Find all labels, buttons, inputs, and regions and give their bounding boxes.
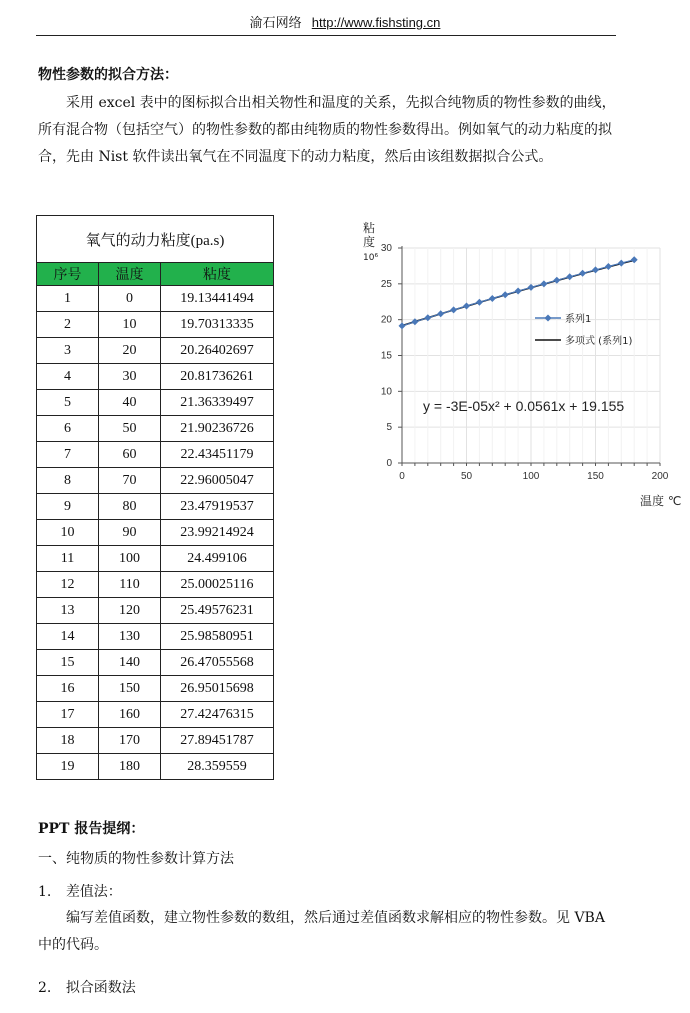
table-row xyxy=(37,416,274,442)
table-row xyxy=(37,754,274,780)
table-header-row xyxy=(37,263,274,286)
row-temperature: 30 xyxy=(99,364,161,390)
row-viscosity: 22.96005047 xyxy=(161,468,274,494)
row-viscosity: 28.359559 xyxy=(161,754,274,780)
table-row xyxy=(37,546,274,572)
x-tick-label: 50 xyxy=(460,471,473,482)
x-tick-label: 150 xyxy=(587,471,604,482)
y-tick-label: 0 xyxy=(386,458,392,469)
page-header xyxy=(0,12,690,31)
row-temperature: 50 xyxy=(99,416,161,442)
row-viscosity: 25.00025116 xyxy=(161,572,274,598)
table-row xyxy=(37,624,274,650)
site-name: 渝石网络 xyxy=(249,16,302,31)
row-viscosity: 23.47919537 xyxy=(161,494,274,520)
data-point xyxy=(476,299,483,306)
table-row xyxy=(37,520,274,546)
row-temperature: 80 xyxy=(99,494,161,520)
data-point xyxy=(631,256,638,263)
outline-item-1 xyxy=(38,881,122,901)
y-axis-label: 粘 xyxy=(363,221,376,235)
viscosity-chart xyxy=(345,210,690,510)
row-temperature: 110 xyxy=(99,572,161,598)
data-point xyxy=(579,270,586,277)
col-header-index: 序号 xyxy=(37,263,99,286)
row-index: 14 xyxy=(37,624,99,650)
row-index: 17 xyxy=(37,702,99,728)
row-viscosity: 26.95015698 xyxy=(161,676,274,702)
table-row xyxy=(37,364,274,390)
section-title-fitting: 物性参数的拟合方法： xyxy=(38,67,178,83)
item-number: 2. xyxy=(38,980,52,996)
x-tick-label: 200 xyxy=(651,471,669,482)
table-title: 氧气的动力粘度(pa.s) xyxy=(37,216,274,263)
y-tick-label: 30 xyxy=(380,243,392,254)
row-index: 11 xyxy=(37,546,99,572)
item-label: 拟合函数法 xyxy=(65,980,136,996)
col-header-viscosity: 粘度 xyxy=(161,263,274,286)
legend-series-label: 系列1 xyxy=(565,314,592,325)
site-url-link[interactable]: http://www.fishsting.cn xyxy=(311,15,441,30)
data-point xyxy=(502,291,509,298)
fitting-paragraph: 采用 excel 表中的图标拟合出相关物性和温度的关系，先拟合纯物质的物性参数的曲线，所有混合物（包括空气）的物性参数的都由纯物质的物性参数得出。例如氧气的动力粘度的拟合，先由 Nist 软件读出氧气在不同温度下的动力粘度，然后由该组数据拟合公式。 xyxy=(38,95,616,165)
data-point xyxy=(566,273,573,280)
row-temperature: 20 xyxy=(99,338,161,364)
x-tick-label: 100 xyxy=(522,471,540,482)
row-temperature: 40 xyxy=(99,390,161,416)
row-viscosity: 20.26402697 xyxy=(161,338,274,364)
row-temperature: 150 xyxy=(99,676,161,702)
row-viscosity: 27.42476315 xyxy=(161,702,274,728)
row-temperature: 160 xyxy=(99,702,161,728)
row-viscosity: 27.89451787 xyxy=(161,728,274,754)
table-row xyxy=(37,676,274,702)
table-row xyxy=(37,728,274,754)
row-temperature: 130 xyxy=(99,624,161,650)
header-divider xyxy=(36,35,616,36)
row-viscosity: 19.70313335 xyxy=(161,312,274,338)
col-header-temperature: 温度 xyxy=(99,263,161,286)
row-index: 12 xyxy=(37,572,99,598)
table-row xyxy=(37,494,274,520)
row-temperature: 60 xyxy=(99,442,161,468)
item-label: 差值法： xyxy=(65,884,122,900)
data-point xyxy=(540,280,547,287)
table-row xyxy=(37,468,274,494)
row-index: 6 xyxy=(37,416,99,442)
row-viscosity: 26.47055568 xyxy=(161,650,274,676)
y-tick-label: 15 xyxy=(380,350,392,362)
table-row xyxy=(37,390,274,416)
data-point xyxy=(399,322,406,329)
data-point xyxy=(618,260,625,267)
table-row xyxy=(37,598,274,624)
data-point xyxy=(437,310,444,317)
data-point xyxy=(489,295,496,302)
y-tick-label: 5 xyxy=(386,422,392,434)
row-index: 3 xyxy=(37,338,99,364)
row-index: 10 xyxy=(37,520,99,546)
row-viscosity: 20.81736261 xyxy=(161,364,274,390)
table-row xyxy=(37,286,274,312)
row-viscosity: 23.99214924 xyxy=(161,520,274,546)
row-index: 16 xyxy=(37,676,99,702)
table-row xyxy=(37,702,274,728)
data-point xyxy=(553,277,560,284)
y-tick-label: 10 xyxy=(380,386,392,398)
row-temperature: 120 xyxy=(99,598,161,624)
outline-item-1-desc: 编写差值函数，建立物性参数的数组，然后通过差值函数求解相应的物性参数。见 VBA 中的代码。 xyxy=(38,910,605,953)
item-number: 1. xyxy=(38,884,52,900)
data-point xyxy=(463,303,470,310)
row-viscosity: 19.13441494 xyxy=(161,286,274,312)
row-viscosity: 24.499106 xyxy=(161,546,274,572)
row-viscosity: 21.90236726 xyxy=(161,416,274,442)
outline-line-1: 一、纯物质的物性参数计算方法 xyxy=(38,851,234,867)
x-tick-label: 0 xyxy=(399,471,405,482)
data-point xyxy=(515,288,522,295)
row-viscosity: 22.43451179 xyxy=(161,442,274,468)
row-temperature: 100 xyxy=(99,546,161,572)
legend-trend-label: 多项式 (系列1) xyxy=(565,336,633,347)
row-index: 4 xyxy=(37,364,99,390)
row-index: 9 xyxy=(37,494,99,520)
table-row xyxy=(37,338,274,364)
table-row xyxy=(37,312,274,338)
viscosity-table xyxy=(36,215,274,780)
y-axis-label: 10⁶ xyxy=(363,253,379,263)
row-temperature: 70 xyxy=(99,468,161,494)
row-index: 1 xyxy=(37,286,99,312)
trend-equation: y = -3E-05x² + 0.0561x + 19.155 xyxy=(423,398,625,414)
row-temperature: 180 xyxy=(99,754,161,780)
row-temperature: 0 xyxy=(99,286,161,312)
row-index: 18 xyxy=(37,728,99,754)
row-viscosity: 21.36339497 xyxy=(161,390,274,416)
row-temperature: 170 xyxy=(99,728,161,754)
row-temperature: 90 xyxy=(99,520,161,546)
y-tick-label: 25 xyxy=(380,278,392,290)
row-index: 2 xyxy=(37,312,99,338)
row-temperature: 140 xyxy=(99,650,161,676)
section-title-ppt: PPT 报告提纲： xyxy=(38,821,145,837)
row-index: 19 xyxy=(37,754,99,780)
data-point xyxy=(605,263,612,270)
row-viscosity: 25.98580951 xyxy=(161,624,274,650)
data-point xyxy=(424,314,431,321)
outline-item-2 xyxy=(38,977,136,997)
row-index: 13 xyxy=(37,598,99,624)
y-tick-label: 20 xyxy=(380,314,392,326)
x-axis-label: 温度 ℃ xyxy=(640,494,682,508)
legend-series-marker xyxy=(545,315,552,322)
row-index: 5 xyxy=(37,390,99,416)
table-row xyxy=(37,442,274,468)
row-index: 15 xyxy=(37,650,99,676)
data-point xyxy=(528,284,535,291)
row-index: 8 xyxy=(37,468,99,494)
table-row xyxy=(37,572,274,598)
row-viscosity: 25.49576231 xyxy=(161,598,274,624)
table-row xyxy=(37,650,274,676)
row-temperature: 10 xyxy=(99,312,161,338)
row-index: 7 xyxy=(37,442,99,468)
data-point xyxy=(450,306,457,313)
data-point xyxy=(592,266,599,273)
y-axis-label: 度 xyxy=(363,235,376,249)
